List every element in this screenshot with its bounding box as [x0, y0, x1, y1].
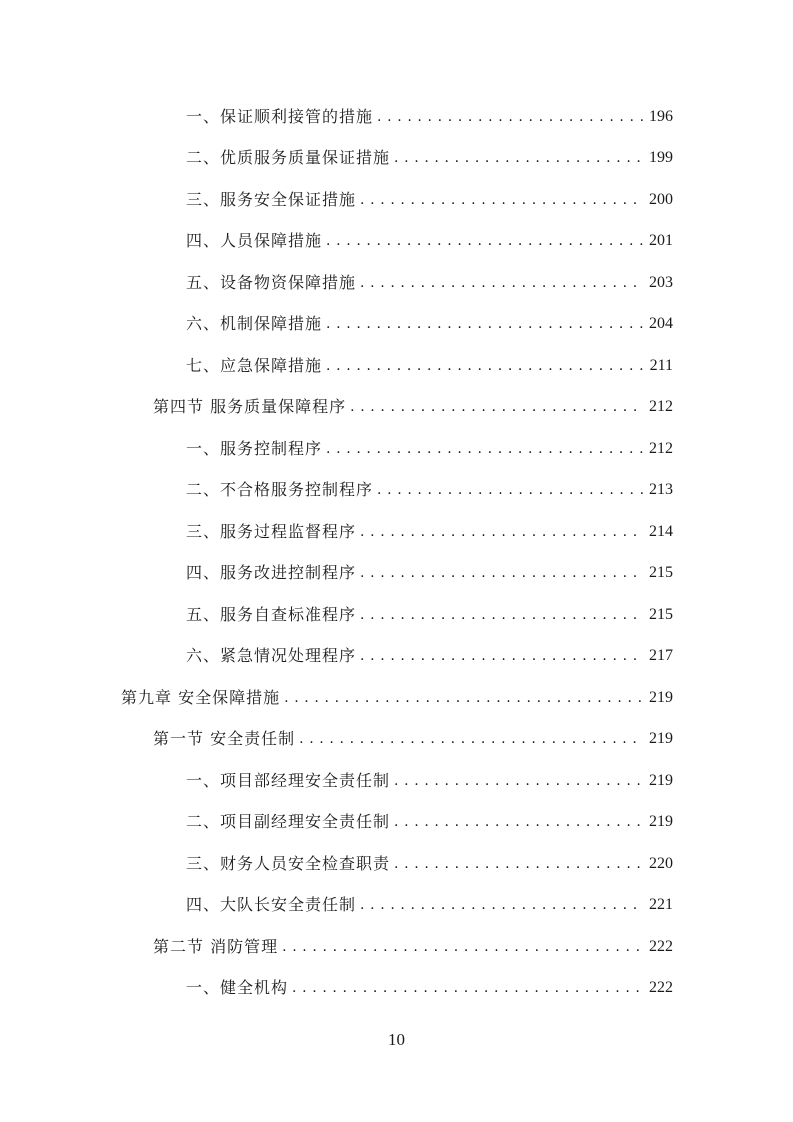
- toc-entry-title: 四、人员保障措施: [186, 231, 323, 251]
- toc-leader-dots: [394, 771, 643, 791]
- toc-entry[interactable]: [0, 221, 793, 263]
- toc-entry-title: 二、项目副经理安全责任制: [186, 812, 391, 832]
- toc-entry-title: 六、紧急情况处理程序: [186, 646, 357, 666]
- toc-leader-dots: [326, 356, 643, 376]
- toc-entry-page: 215: [649, 564, 673, 582]
- toc-entry-page: 196: [649, 107, 673, 125]
- toc-entry[interactable]: [0, 760, 793, 802]
- toc-entry-page: 212: [649, 439, 673, 457]
- toc-leader-dots: [360, 522, 643, 542]
- toc-entry-title: 一、保证顺利接管的措施: [186, 106, 374, 126]
- table-of-contents: [0, 96, 793, 1009]
- toc-section-entry[interactable]: [0, 719, 793, 761]
- toc-entry[interactable]: [0, 553, 793, 595]
- toc-entry-page: 201: [649, 232, 673, 250]
- toc-leader-dots: [282, 937, 643, 957]
- toc-leader-dots: [377, 480, 643, 500]
- toc-entry[interactable]: [0, 304, 793, 346]
- toc-entry-title: 第二节 消防管理: [153, 936, 279, 956]
- toc-entry-title: 四、服务改进控制程序: [186, 563, 357, 583]
- toc-leader-dots: [284, 688, 643, 708]
- toc-entry-title: 七、应急保障措施: [186, 355, 323, 375]
- toc-entry-page: 219: [649, 771, 673, 789]
- toc-entry-page: 215: [649, 605, 673, 623]
- toc-leader-dots: [326, 231, 643, 251]
- toc-entry-title: 第四节 服务质量保障程序: [153, 397, 347, 417]
- toc-entry[interactable]: [0, 428, 793, 470]
- toc-entry[interactable]: [0, 262, 793, 304]
- toc-leader-dots: [350, 397, 643, 417]
- toc-leader-dots: [360, 273, 643, 293]
- toc-entry[interactable]: [0, 96, 793, 138]
- toc-leader-dots: [326, 439, 643, 459]
- toc-entry-page: 220: [649, 854, 673, 872]
- toc-entry[interactable]: [0, 179, 793, 221]
- toc-leader-dots: [360, 605, 643, 625]
- toc-chapter-entry[interactable]: [0, 677, 793, 719]
- toc-entry-title: 第一节 安全责任制: [153, 729, 296, 749]
- toc-entry-title: 二、优质服务质量保证措施: [186, 148, 391, 168]
- toc-entry-title: 三、服务安全保证措施: [186, 189, 357, 209]
- toc-entry[interactable]: [0, 138, 793, 180]
- toc-leader-dots: [360, 190, 643, 210]
- toc-entry-page: 204: [649, 315, 673, 333]
- toc-entry[interactable]: [0, 885, 793, 927]
- toc-entry[interactable]: [0, 594, 793, 636]
- toc-section-entry[interactable]: [0, 926, 793, 968]
- toc-entry-page: 219: [649, 730, 673, 748]
- toc-entry-title: 三、财务人员安全检查职责: [186, 853, 391, 873]
- toc-entry-title: 二、不合格服务控制程序: [186, 480, 374, 500]
- toc-entry-title: 五、设备物资保障措施: [186, 272, 357, 292]
- toc-entry-page: 199: [649, 149, 673, 167]
- toc-entry-page: 222: [649, 979, 673, 997]
- toc-leader-dots: [292, 978, 643, 998]
- toc-leader-dots: [377, 107, 643, 127]
- toc-leader-dots: [394, 854, 643, 874]
- toc-entry-page: 214: [649, 522, 673, 540]
- toc-entry[interactable]: [0, 636, 793, 678]
- toc-leader-dots: [360, 646, 643, 666]
- toc-entry-title: 三、服务过程监督程序: [186, 521, 357, 541]
- toc-entry-page: 219: [649, 688, 673, 706]
- toc-section-entry[interactable]: [0, 387, 793, 429]
- toc-entry-page: 212: [649, 398, 673, 416]
- toc-entry-page: 217: [649, 647, 673, 665]
- toc-entry[interactable]: [0, 802, 793, 844]
- toc-entry-page: 213: [649, 481, 673, 499]
- toc-entry[interactable]: [0, 345, 793, 387]
- toc-entry-title: 一、服务控制程序: [186, 438, 323, 458]
- toc-leader-dots: [394, 148, 643, 168]
- toc-leader-dots: [360, 895, 643, 915]
- toc-entry[interactable]: [0, 511, 793, 553]
- toc-entry-title: 六、机制保障措施: [186, 314, 323, 334]
- toc-entry-title: 五、服务自查标准程序: [186, 604, 357, 624]
- toc-leader-dots: [299, 729, 643, 749]
- toc-entry-page: 219: [649, 813, 673, 831]
- toc-entry-page: 221: [649, 896, 673, 914]
- toc-leader-dots: [360, 563, 643, 583]
- toc-entry-title: 一、项目部经理安全责任制: [186, 770, 391, 790]
- toc-entry[interactable]: [0, 470, 793, 512]
- toc-entry-title: 第九章 安全保障措施: [121, 687, 281, 707]
- toc-entry[interactable]: [0, 843, 793, 885]
- toc-entry-title: 四、大队长安全责任制: [186, 895, 357, 915]
- toc-leader-dots: [326, 314, 643, 334]
- toc-leader-dots: [394, 812, 643, 832]
- page-number: 10: [388, 1030, 405, 1049]
- toc-entry-page: 211: [649, 356, 673, 374]
- toc-entry-title: 一、健全机构: [186, 978, 289, 998]
- toc-entry-page: 203: [649, 273, 673, 291]
- toc-entry-page: 222: [649, 937, 673, 955]
- toc-entry-page: 200: [649, 190, 673, 208]
- toc-entry[interactable]: [0, 968, 793, 1010]
